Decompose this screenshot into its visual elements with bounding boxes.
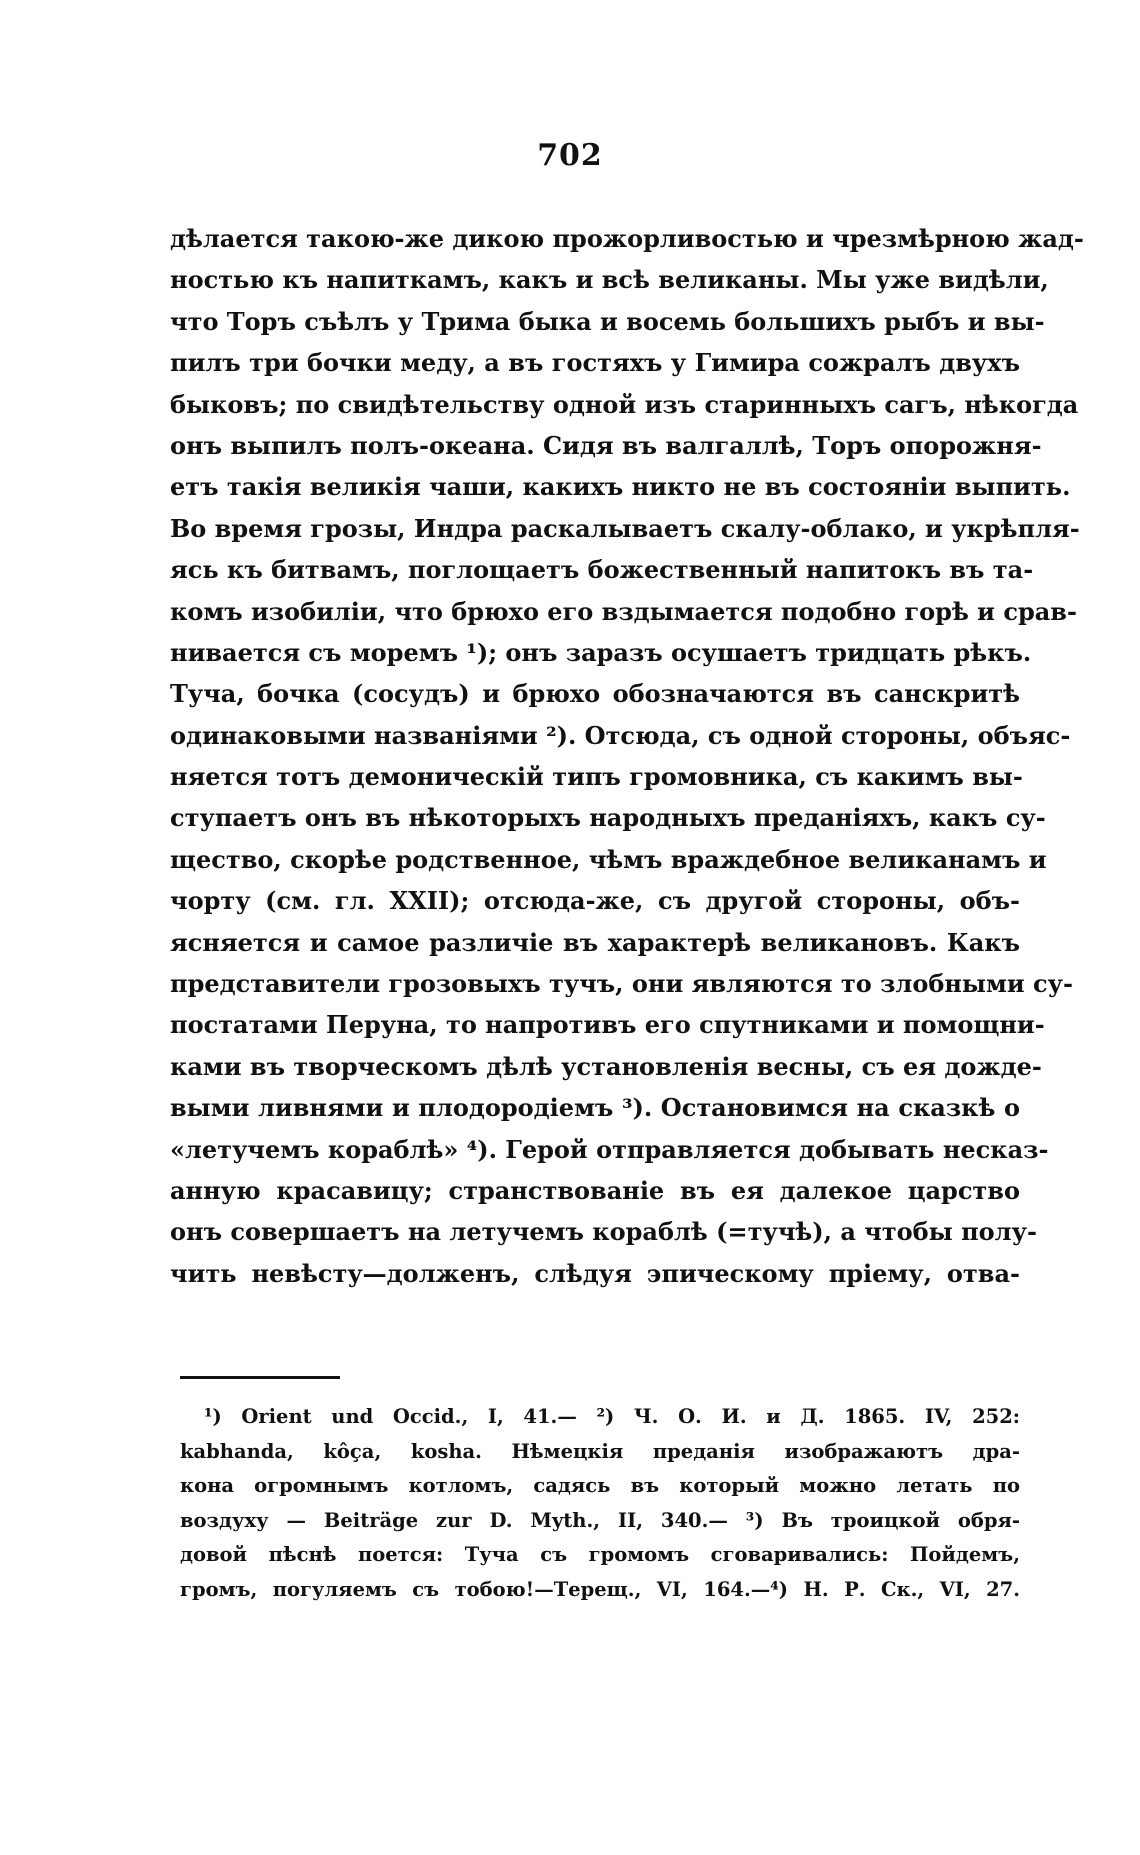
page-number: 702: [537, 138, 603, 173]
text-line: постатами Перуна, то напротивъ его спутниками и помощни-: [170, 1010, 1045, 1040]
text-line: онъ совершаетъ на летучемъ кораблѣ (=тучѣ), а чтобы полу-: [170, 1217, 1037, 1247]
text-line: Туча, бочка (сосудъ) и брюхо обозначаются въ санскритѣ: [170, 679, 1020, 709]
footnotes-block: [180, 1400, 1020, 1607]
text-line: няется тотъ демоническій типъ громовника, съ какимъ вы-: [170, 762, 1023, 792]
text-line: что Торъ съѣлъ у Трима быка и восемь большихъ рыбъ и вы-: [170, 306, 1045, 336]
text-line: нивается съ моремъ ¹); онъ заразъ осушаетъ тридцать рѣкъ.: [170, 637, 1032, 667]
text-line: чить невѣсту—долженъ, слѣдуя эпическому пріему, отва-: [170, 1258, 1020, 1288]
text-line: Во время грозы, Индра раскалываетъ скалу-облако, и укрѣпля-: [170, 513, 1080, 543]
text-line: дѣлается такою-же дикою прожорливостью и чрезмѣрною жад-: [170, 224, 1084, 253]
footnote-line: ¹) Orient und Occid., I, 41.— ²) Ч. О. И. и Д. 1865. IV, 252:: [204, 1405, 1020, 1428]
text-line: одинаковыми названіями ²). Отсюда, съ одной стороны, объяс-: [170, 720, 1071, 750]
text-line: ясняется и самое различіе въ характерѣ великановъ. Какъ: [170, 927, 1020, 957]
text-line: етъ такія великія чаши, какихъ никто не въ состояніи выпить.: [170, 472, 1071, 502]
text-line: пилъ три бочки меду, а въ гостяхъ у Гимира сожралъ двухъ: [170, 348, 1020, 378]
footnote-separator: [180, 1376, 340, 1379]
text-line: ками въ творческомъ дѣлѣ установленія весны, съ ея дожде-: [170, 1051, 1042, 1081]
footnote-line: kabhanda, kôça, kosha. Нѣмецкія преданія изображаютъ дра-: [180, 1439, 1020, 1463]
text-line: выми ливнями и плодородіемъ ³). Остановимся на сказкѣ о: [170, 1093, 1020, 1123]
text-line: ясь къ битвамъ, поглощаетъ божественный напитокъ въ та-: [170, 555, 1034, 585]
text-line: ступаетъ онъ въ нѣкоторыхъ народныхъ преданіяхъ, какъ су-: [170, 803, 1046, 833]
text-line: онъ выпилъ полъ-океана. Сидя въ валгаллѣ, Торъ опорожня-: [170, 430, 1042, 460]
text-line: комъ изобиліи, что брюхо его вздымается подобно горѣ и срав-: [170, 596, 1077, 626]
footnote-line: громъ, погуляемъ съ тобою!—Терещ., VI, 164.—⁴) Н. Р. Ск., VI, 27.: [180, 1577, 1020, 1601]
main-text-block: [170, 218, 1084, 1294]
text-line: представители грозовыхъ тучъ, они являются то злобными су-: [170, 969, 1073, 999]
text-line: анную красавицу; странствованіе въ ея далекое царство: [170, 1175, 1020, 1205]
text-line: быковъ; по свидѣтельству одной изъ старинныхъ сагъ, нѣкогда: [170, 389, 1079, 419]
footnote-line: воздуху — Beiträge zur D. Myth., II, 340.— ³) Въ троицкой обря-: [180, 1508, 1020, 1532]
footnote-line: кона огромнымъ котломъ, садясь въ который можно летать по: [180, 1474, 1020, 1497]
footnote-line: довой пѣснѣ поется: Туча съ громомъ сговаривались: Пойдемъ,: [180, 1543, 1020, 1566]
text-line: чорту (см. гл. XXII); отсюда-же, съ другой стороны, объ-: [170, 886, 1020, 916]
text-line: щество, скорѣе родственное, чѣмъ враждебное великанамъ и: [170, 844, 1047, 874]
text-line: «летучемъ кораблѣ» ⁴). Герой отправляется добывать несказ-: [170, 1134, 1049, 1164]
text-line: ностью къ напиткамъ, какъ и всѣ великаны. Мы уже видѣли,: [170, 265, 1049, 295]
